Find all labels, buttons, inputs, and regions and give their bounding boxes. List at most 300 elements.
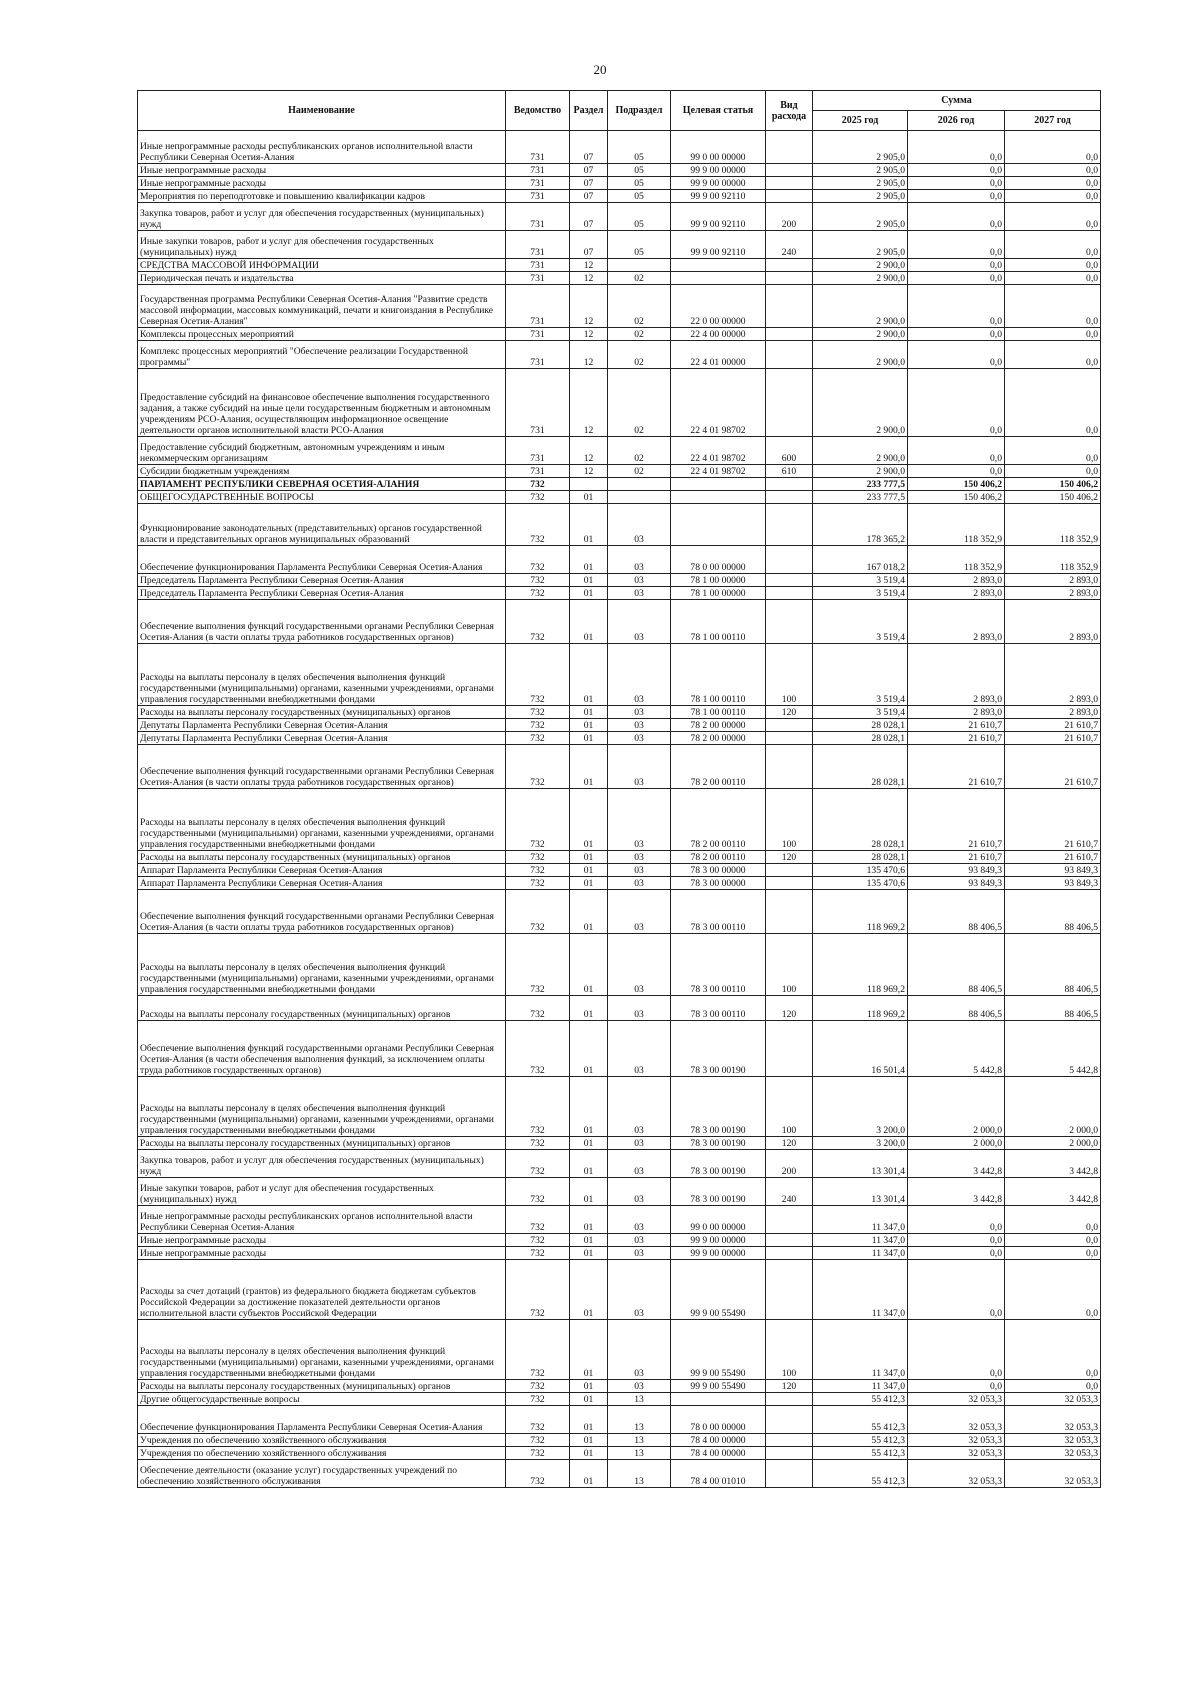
cell-dept: 732 — [506, 934, 570, 996]
table-row — [138, 177, 1101, 190]
cell-subsection: 03 — [608, 745, 671, 789]
cell-2026: 32 053,3 — [908, 1393, 1005, 1406]
cell-section: 01 — [570, 1393, 608, 1406]
cell-kind — [766, 719, 813, 732]
cell-2027: 32 053,3 — [1005, 1460, 1101, 1488]
cell-target: 22 4 01 98702 — [671, 437, 766, 465]
cell-kind: 100 — [766, 934, 813, 996]
cell-2025: 55 412,3 — [813, 1406, 908, 1434]
cell-2026: 0,0 — [908, 369, 1005, 437]
table-row — [138, 1460, 1101, 1488]
cell-dept: 732 — [506, 1393, 570, 1406]
cell-kind: 240 — [766, 1178, 813, 1206]
cell-2025: 28 028,1 — [813, 851, 908, 864]
cell-subsection: 03 — [608, 1234, 671, 1247]
cell-kind — [766, 190, 813, 203]
cell-2027: 2 000,0 — [1005, 1077, 1101, 1137]
cell-2027: 2 893,0 — [1005, 587, 1101, 600]
cell-name: СРЕДСТВА МАССОВОЙ ИНФОРМАЦИИ — [138, 259, 506, 272]
cell-section: 01 — [570, 890, 608, 934]
cell-2025: 11 347,0 — [813, 1234, 908, 1247]
cell-subsection: 03 — [608, 864, 671, 877]
cell-2025: 55 412,3 — [813, 1434, 908, 1447]
cell-2027: 0,0 — [1005, 1260, 1101, 1320]
cell-2025: 3 519,4 — [813, 600, 908, 644]
cell-subsection: 02 — [608, 328, 671, 341]
cell-2027: 0,0 — [1005, 177, 1101, 190]
cell-2027: 3 442,8 — [1005, 1150, 1101, 1178]
cell-kind — [766, 272, 813, 285]
cell-section: 01 — [570, 546, 608, 574]
cell-2026: 21 610,7 — [908, 745, 1005, 789]
page-number: 20 — [593, 62, 607, 77]
table-row — [138, 877, 1101, 890]
cell-2026: 0,0 — [908, 1206, 1005, 1234]
cell-target: 78 3 00 00190 — [671, 1021, 766, 1077]
cell-2026: 21 610,7 — [908, 732, 1005, 745]
cell-kind — [766, 1393, 813, 1406]
cell-name: Комплексы процессных мероприятий — [138, 328, 506, 341]
cell-2025: 2 900,0 — [813, 437, 908, 465]
cell-2026: 0,0 — [908, 1247, 1005, 1260]
table-row — [138, 1178, 1101, 1206]
cell-name: Закупка товаров, работ и услуг для обеспечения государственных (муниципальных) нужд — [138, 203, 506, 231]
table-row — [138, 1447, 1101, 1460]
cell-dept: 732 — [506, 1447, 570, 1460]
cell-2027: 5 442,8 — [1005, 1021, 1101, 1077]
cell-subsection: 13 — [608, 1406, 671, 1434]
table-row — [138, 1380, 1101, 1393]
cell-2027: 2 893,0 — [1005, 706, 1101, 719]
cell-target: 78 1 00 00000 — [671, 587, 766, 600]
cell-2026: 2 893,0 — [908, 574, 1005, 587]
cell-kind — [766, 131, 813, 164]
cell-name: Иные непрограммные расходы республиканских органов исполнительной власти Республики Северная Осетия-Алания — [138, 131, 506, 164]
cell-2027: 93 849,3 — [1005, 864, 1101, 877]
cell-subsection: 03 — [608, 877, 671, 890]
cell-section: 01 — [570, 600, 608, 644]
header-target: Целевая статья — [671, 91, 766, 131]
cell-dept: 732 — [506, 504, 570, 546]
cell-target: 78 3 00 00110 — [671, 934, 766, 996]
cell-2025: 2 900,0 — [813, 272, 908, 285]
table-row — [138, 1021, 1101, 1077]
cell-2025: 11 347,0 — [813, 1206, 908, 1234]
cell-target: 78 4 00 00000 — [671, 1447, 766, 1460]
cell-section: 01 — [570, 1150, 608, 1178]
cell-dept: 731 — [506, 231, 570, 259]
cell-name: Расходы на выплаты персоналу государственных (муниципальных) органов — [138, 1137, 506, 1150]
cell-name: Обеспечение функционирования Парламента Республики Северная Осетия-Алания — [138, 546, 506, 574]
cell-kind: 100 — [766, 789, 813, 851]
table-row — [138, 706, 1101, 719]
cell-section: 12 — [570, 369, 608, 437]
table-row — [138, 600, 1101, 644]
cell-2027: 0,0 — [1005, 1320, 1101, 1380]
cell-name: Аппарат Парламента Республики Северная Осетия-Алания — [138, 864, 506, 877]
cell-name: Иные непрограммные расходы — [138, 177, 506, 190]
cell-2027: 2 893,0 — [1005, 600, 1101, 644]
cell-2026: 93 849,3 — [908, 877, 1005, 890]
cell-subsection: 02 — [608, 341, 671, 369]
table-row — [138, 164, 1101, 177]
cell-2026: 0,0 — [908, 164, 1005, 177]
cell-dept: 732 — [506, 478, 570, 491]
cell-2027: 0,0 — [1005, 164, 1101, 177]
cell-subsection: 03 — [608, 719, 671, 732]
cell-kind — [766, 890, 813, 934]
table-row — [138, 272, 1101, 285]
cell-2025: 55 412,3 — [813, 1447, 908, 1460]
cell-2026: 0,0 — [908, 231, 1005, 259]
cell-dept: 732 — [506, 1460, 570, 1488]
cell-target: 78 3 00 00110 — [671, 996, 766, 1021]
cell-target: 78 3 00 00000 — [671, 877, 766, 890]
cell-name: Функционирование законодательных (представительных) органов государственной власти и представительных органов муниципальных образований — [138, 504, 506, 546]
table-row — [138, 341, 1101, 369]
cell-kind — [766, 1206, 813, 1234]
cell-subsection: 05 — [608, 203, 671, 231]
cell-section: 01 — [570, 1260, 608, 1320]
cell-subsection: 03 — [608, 1150, 671, 1178]
cell-kind: 200 — [766, 203, 813, 231]
cell-2026: 0,0 — [908, 1320, 1005, 1380]
cell-dept: 731 — [506, 341, 570, 369]
cell-section: 01 — [570, 1137, 608, 1150]
cell-kind — [766, 1406, 813, 1434]
cell-target: 78 2 00 00000 — [671, 732, 766, 745]
table-row — [138, 285, 1101, 328]
cell-kind — [766, 745, 813, 789]
cell-kind — [766, 864, 813, 877]
cell-kind: 600 — [766, 437, 813, 465]
cell-2025: 2 905,0 — [813, 190, 908, 203]
cell-2026: 5 442,8 — [908, 1021, 1005, 1077]
cell-kind: 200 — [766, 1150, 813, 1178]
cell-name: Иные закупки товаров, работ и услуг для обеспечения государственных (муниципальных) нужд — [138, 231, 506, 259]
cell-subsection: 03 — [608, 789, 671, 851]
cell-section: 12 — [570, 328, 608, 341]
cell-2026: 21 610,7 — [908, 789, 1005, 851]
cell-target: 78 3 00 00190 — [671, 1137, 766, 1150]
cell-kind — [766, 285, 813, 328]
cell-section: 01 — [570, 1178, 608, 1206]
cell-target: 99 9 00 00000 — [671, 177, 766, 190]
cell-name: Учреждения по обеспечению хозяйственного обслуживания — [138, 1447, 506, 1460]
cell-2027: 93 849,3 — [1005, 877, 1101, 890]
cell-2026: 3 442,8 — [908, 1150, 1005, 1178]
cell-2027: 21 610,7 — [1005, 732, 1101, 745]
cell-target: 99 9 00 92110 — [671, 190, 766, 203]
cell-section: 01 — [570, 1380, 608, 1393]
cell-dept: 732 — [506, 789, 570, 851]
cell-2026: 32 053,3 — [908, 1460, 1005, 1488]
cell-section: 01 — [570, 1021, 608, 1077]
cell-2027: 0,0 — [1005, 369, 1101, 437]
table-row — [138, 546, 1101, 574]
table-row — [138, 644, 1101, 706]
cell-subsection: 03 — [608, 890, 671, 934]
cell-dept: 732 — [506, 574, 570, 587]
cell-target — [671, 272, 766, 285]
cell-target: 78 4 00 00000 — [671, 1434, 766, 1447]
cell-subsection — [608, 259, 671, 272]
cell-dept: 732 — [506, 587, 570, 600]
cell-target: 78 1 00 00110 — [671, 706, 766, 719]
cell-dept: 731 — [506, 465, 570, 478]
cell-target: 78 2 00 00000 — [671, 719, 766, 732]
cell-subsection: 05 — [608, 177, 671, 190]
cell-dept: 731 — [506, 437, 570, 465]
cell-2026: 0,0 — [908, 1260, 1005, 1320]
cell-target: 99 9 00 55490 — [671, 1320, 766, 1380]
cell-name: ПАРЛАМЕНТ РЕСПУБЛИКИ СЕВЕРНАЯ ОСЕТИЯ-АЛАНИЯ — [138, 478, 506, 491]
cell-2026: 2 893,0 — [908, 587, 1005, 600]
header-dept: Ведомство — [506, 91, 570, 131]
cell-kind — [766, 732, 813, 745]
table-row — [138, 732, 1101, 745]
cell-kind — [766, 478, 813, 491]
cell-2025: 2 905,0 — [813, 164, 908, 177]
cell-subsection: 13 — [608, 1393, 671, 1406]
cell-2027: 118 352,9 — [1005, 504, 1101, 546]
cell-kind — [766, 1434, 813, 1447]
cell-subsection: 03 — [608, 732, 671, 745]
cell-target — [671, 478, 766, 491]
cell-2025: 2 900,0 — [813, 465, 908, 478]
header-subsection: Подраздел — [608, 91, 671, 131]
cell-subsection: 05 — [608, 231, 671, 259]
cell-kind: 100 — [766, 644, 813, 706]
table-row — [138, 437, 1101, 465]
cell-2027: 2 893,0 — [1005, 574, 1101, 587]
cell-section: 01 — [570, 1234, 608, 1247]
cell-kind: 610 — [766, 465, 813, 478]
cell-dept: 732 — [506, 1234, 570, 1247]
cell-name: Расходы на выплаты персоналу в целях обеспечения выполнения функций государственными (муниципальными) органами, казенными учреждениями, органами управления государственными внебюджетными фондами — [138, 789, 506, 851]
cell-kind — [766, 177, 813, 190]
cell-subsection: 13 — [608, 1434, 671, 1447]
cell-2025: 13 301,4 — [813, 1150, 908, 1178]
cell-target: 99 0 00 00000 — [671, 131, 766, 164]
cell-2027: 0,0 — [1005, 1206, 1101, 1234]
cell-2027: 88 406,5 — [1005, 934, 1101, 996]
cell-kind — [766, 369, 813, 437]
cell-subsection: 03 — [608, 574, 671, 587]
cell-subsection: 03 — [608, 546, 671, 574]
table-row — [138, 231, 1101, 259]
cell-2027: 0,0 — [1005, 1380, 1101, 1393]
cell-section: 12 — [570, 272, 608, 285]
cell-target: 22 4 00 00000 — [671, 328, 766, 341]
cell-section: 07 — [570, 131, 608, 164]
cell-section: 07 — [570, 203, 608, 231]
cell-2026: 0,0 — [908, 272, 1005, 285]
table-row — [138, 1206, 1101, 1234]
cell-dept: 731 — [506, 203, 570, 231]
cell-kind — [766, 1247, 813, 1260]
cell-2025: 2 900,0 — [813, 369, 908, 437]
cell-2025: 2 905,0 — [813, 131, 908, 164]
cell-section: 12 — [570, 437, 608, 465]
cell-2026: 2 893,0 — [908, 600, 1005, 644]
table-row — [138, 1434, 1101, 1447]
cell-name: Периодическая печать и издательства — [138, 272, 506, 285]
cell-name: Расходы на выплаты персоналу государственных (муниципальных) органов — [138, 1380, 506, 1393]
cell-section: 01 — [570, 1447, 608, 1460]
cell-dept: 732 — [506, 546, 570, 574]
cell-section: 01 — [570, 1206, 608, 1234]
cell-2025: 3 519,4 — [813, 644, 908, 706]
cell-section: 07 — [570, 190, 608, 203]
cell-name: Комплекс процессных мероприятий "Обеспечение реализации Государственной программы" — [138, 341, 506, 369]
cell-section: 07 — [570, 231, 608, 259]
cell-name: Иные непрограммные расходы республиканских органов исполнительной власти Республики Северная Осетия-Алания — [138, 1206, 506, 1234]
header-name: Наименование — [138, 91, 506, 131]
cell-subsection: 02 — [608, 465, 671, 478]
cell-dept: 731 — [506, 259, 570, 272]
cell-subsection: 05 — [608, 164, 671, 177]
table-row — [138, 890, 1101, 934]
cell-section: 07 — [570, 177, 608, 190]
cell-target — [671, 1393, 766, 1406]
table-row — [138, 1247, 1101, 1260]
cell-dept: 731 — [506, 369, 570, 437]
cell-2026: 150 406,2 — [908, 491, 1005, 504]
cell-name: Мероприятия по переподготовке и повышению квалификации кадров — [138, 190, 506, 203]
cell-name: Другие общегосударственные вопросы — [138, 1393, 506, 1406]
cell-name: Предоставление субсидий на финансовое обеспечение выполнения государственного задания, а также субсидий на иные цели государственным бюджетным и автономным учреждениям РСО-Алания, осуществляющим информационное освещение деятельности органов исполнительной власти РСО-Алания — [138, 369, 506, 437]
cell-name: Депутаты Парламента Республики Северная Осетия-Алания — [138, 732, 506, 745]
cell-name: Иные непрограммные расходы — [138, 1247, 506, 1260]
cell-2026: 2 000,0 — [908, 1137, 1005, 1150]
cell-target: 78 2 00 00110 — [671, 851, 766, 864]
table-row — [138, 996, 1101, 1021]
table-row — [138, 328, 1101, 341]
cell-kind — [766, 1460, 813, 1488]
cell-2025: 118 969,2 — [813, 996, 908, 1021]
table-row — [138, 1393, 1101, 1406]
cell-dept: 732 — [506, 732, 570, 745]
cell-target: 78 3 00 00110 — [671, 890, 766, 934]
cell-2025: 55 412,3 — [813, 1393, 908, 1406]
cell-name: Расходы на выплаты персоналу в целях обеспечения выполнения функций государственными (муниципальными) органами, казенными учреждениями, органами управления государственными внебюджетными фондами — [138, 1077, 506, 1137]
cell-kind — [766, 1021, 813, 1077]
cell-2027: 3 442,8 — [1005, 1178, 1101, 1206]
cell-name: Председатель Парламента Республики Северная Осетия-Алания — [138, 587, 506, 600]
cell-2025: 233 777,5 — [813, 478, 908, 491]
table-row — [138, 789, 1101, 851]
cell-kind — [766, 574, 813, 587]
cell-subsection — [608, 491, 671, 504]
table-header — [138, 91, 1101, 131]
table-row — [138, 203, 1101, 231]
cell-target: 78 0 00 00000 — [671, 1406, 766, 1434]
cell-2025: 2 905,0 — [813, 203, 908, 231]
cell-2026: 2 893,0 — [908, 644, 1005, 706]
cell-section: 07 — [570, 164, 608, 177]
cell-dept: 732 — [506, 1260, 570, 1320]
cell-section: 12 — [570, 341, 608, 369]
cell-name: Обеспечение выполнения функций государственными органами Республики Северная Осетия-Алания (в части оплаты труда работников государственных органов) — [138, 745, 506, 789]
cell-kind — [766, 259, 813, 272]
cell-2027: 21 610,7 — [1005, 745, 1101, 789]
cell-2027: 0,0 — [1005, 437, 1101, 465]
cell-section: 01 — [570, 1247, 608, 1260]
cell-2027: 0,0 — [1005, 131, 1101, 164]
cell-2027: 0,0 — [1005, 465, 1101, 478]
cell-2025: 3 200,0 — [813, 1077, 908, 1137]
cell-target: 22 4 01 98702 — [671, 369, 766, 437]
cell-2026: 88 406,5 — [908, 934, 1005, 996]
cell-dept: 732 — [506, 1077, 570, 1137]
cell-section: 12 — [570, 259, 608, 272]
cell-section: 12 — [570, 465, 608, 478]
cell-section: 01 — [570, 1434, 608, 1447]
cell-kind: 120 — [766, 851, 813, 864]
cell-dept: 731 — [506, 190, 570, 203]
cell-target: 78 1 00 00110 — [671, 644, 766, 706]
cell-name: Обеспечение функционирования Парламента Республики Северная Осетия-Алания — [138, 1406, 506, 1434]
cell-2025: 2 900,0 — [813, 328, 908, 341]
header-2026: 2026 год — [908, 111, 1005, 131]
table-row — [138, 504, 1101, 546]
cell-name: Председатель Парламента Республики Северная Осетия-Алания — [138, 574, 506, 587]
cell-dept: 732 — [506, 706, 570, 719]
cell-section: 01 — [570, 1077, 608, 1137]
cell-2026: 0,0 — [908, 131, 1005, 164]
cell-2025: 55 412,3 — [813, 1460, 908, 1488]
cell-dept: 732 — [506, 1320, 570, 1380]
cell-target: 78 2 00 00110 — [671, 745, 766, 789]
table-body — [138, 131, 1101, 1488]
cell-target: 22 0 00 00000 — [671, 285, 766, 328]
cell-2026: 150 406,2 — [908, 478, 1005, 491]
cell-dept: 731 — [506, 272, 570, 285]
cell-2026: 21 610,7 — [908, 851, 1005, 864]
cell-2027: 32 053,3 — [1005, 1434, 1101, 1447]
table-row — [138, 1077, 1101, 1137]
table-row — [138, 745, 1101, 789]
cell-target: 99 9 00 00000 — [671, 1247, 766, 1260]
cell-section: 01 — [570, 1460, 608, 1488]
cell-2026: 32 053,3 — [908, 1434, 1005, 1447]
cell-section — [570, 478, 608, 491]
cell-target: 78 3 00 00190 — [671, 1077, 766, 1137]
cell-dept: 732 — [506, 877, 570, 890]
table-row — [138, 465, 1101, 478]
cell-dept: 732 — [506, 1380, 570, 1393]
cell-2026: 2 893,0 — [908, 706, 1005, 719]
table-row — [138, 587, 1101, 600]
cell-section: 12 — [570, 285, 608, 328]
cell-target: 99 0 00 00000 — [671, 1206, 766, 1234]
cell-name: Закупка товаров, работ и услуг для обеспечения государственных (муниципальных) нужд — [138, 1150, 506, 1178]
cell-2026: 0,0 — [908, 328, 1005, 341]
cell-2027: 21 610,7 — [1005, 719, 1101, 732]
cell-2027: 21 610,7 — [1005, 789, 1101, 851]
cell-target: 99 9 00 00000 — [671, 1234, 766, 1247]
cell-dept: 732 — [506, 1406, 570, 1434]
cell-kind: 100 — [766, 1077, 813, 1137]
cell-name: Учреждения по обеспечению хозяйственного обслуживания — [138, 1434, 506, 1447]
cell-name: Аппарат Парламента Республики Северная Осетия-Алания — [138, 877, 506, 890]
cell-target — [671, 491, 766, 504]
cell-2025: 2 905,0 — [813, 177, 908, 190]
cell-2026: 0,0 — [908, 1380, 1005, 1393]
header-2027: 2027 год — [1005, 111, 1101, 131]
cell-2025: 11 347,0 — [813, 1320, 908, 1380]
